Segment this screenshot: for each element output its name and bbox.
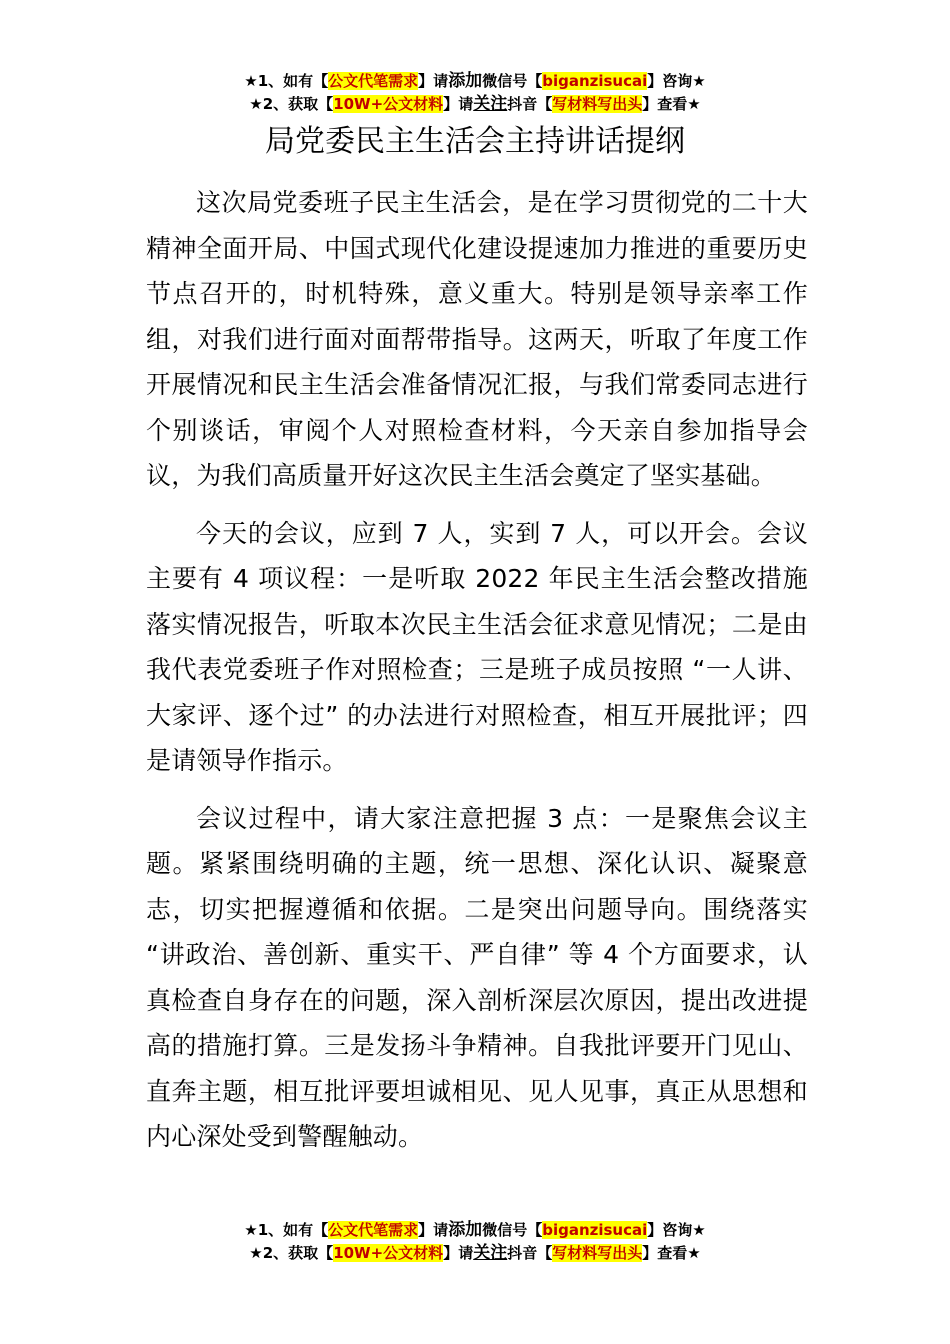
bottom-banner (0, 1219, 950, 1265)
banner-line-2 (0, 1242, 950, 1265)
banner-highlight: biganzisucai (542, 1221, 648, 1239)
banner-highlight: 写材料写出头 (552, 95, 643, 113)
banner-text: ★2、获取【 (249, 95, 334, 113)
banner-text: ★2、获取【 (249, 1244, 334, 1262)
banner-emphasis: 添加 (448, 1220, 483, 1240)
banner-text: 抖音【 (507, 1244, 553, 1262)
banner-text: 】查看★ (642, 95, 701, 113)
banner-highlight: 10W+公文材料 (333, 95, 444, 113)
paragraph-3: 会议过程中，请大家注意把握 3 点：一是聚焦会议主题。紧紧围绕明确的主题，统一思想、深化认识、凝聚意志，切实把握遵循和依据。二是突出问题导向。围绕落实 “讲政治、善创新、重实干、严自律” 等 4 个方面要求，认真检查自身存在的问题，深入剖析深层次原因，提出改进提高的措施打算。三是发扬斗争精神。自我批评要开门见山、直奔主题，相互批评要坦诚相见、见人见事，真正从思想和内心深处受到警醒触动。 (146, 803, 808, 1151)
banner-text: 】咨询★ (647, 72, 706, 90)
paragraph-2: 今天的会议，应到 7 人，实到 7 人，可以开会。会议主要有 4 项议程：一是听取 2022 年民主生活会整改措施落实情况报告，听取本次民主生活会征求意见情况；二是由我代表党委班子作对照检查；三是班子成员按照 “一人讲、大家评、逐个过” 的办法进行对照检查，相互开展批评；四是请领导作指示。 (146, 518, 808, 775)
banner-highlight: 10W+公文材料 (333, 1244, 444, 1262)
banner-text: 】请 (443, 95, 474, 113)
banner-text: 】咨询★ (647, 1221, 706, 1239)
banner-line-2 (0, 93, 950, 116)
banner-text: 微信号【 (482, 72, 543, 90)
banner-highlight: 公文代笔需求 (328, 72, 419, 90)
banner-text: ★1、如有【 (244, 1221, 329, 1239)
banner-text: 】请 (418, 1221, 449, 1239)
document-body (146, 180, 808, 1172)
banner-line-1 (0, 70, 950, 93)
banner-text: 微信号【 (482, 1221, 543, 1239)
banner-text: 抖音【 (507, 95, 553, 113)
banner-text: 】请 (443, 1244, 474, 1262)
banner-highlight: 写材料写出头 (552, 1244, 643, 1262)
document-title: 局党委民主生活会主持讲话提纲 (265, 124, 685, 159)
banner-highlight: 公文代笔需求 (328, 1221, 419, 1239)
banner-text: 】查看★ (642, 1244, 701, 1262)
banner-highlight: biganzisucai (542, 72, 648, 90)
top-banner (0, 70, 950, 116)
banner-text: 】请 (418, 72, 449, 90)
paragraph-1: 这次局党委班子民主生活会，是在学习贯彻党的二十大精神全面开局、中国式现代化建设提速加力推进的重要历史节点召开的，时机特殊，意义重大。特别是领导亲率工作组，对我们进行面对面帮带指导。这两天，听取了年度工作开展情况和民主生活会准备情况汇报，与我们常委同志进行个别谈话，审阅个人对照检查材料，今天亲自参加指导会议，为我们高质量开好这次民主生活会奠定了坚实基础。 (146, 188, 808, 490)
banner-text: ★1、如有【 (244, 72, 329, 90)
banner-emphasis: 关注 (473, 1243, 508, 1263)
banner-emphasis: 添加 (448, 71, 483, 91)
banner-emphasis: 关注 (473, 94, 508, 114)
banner-line-1 (0, 1219, 950, 1242)
